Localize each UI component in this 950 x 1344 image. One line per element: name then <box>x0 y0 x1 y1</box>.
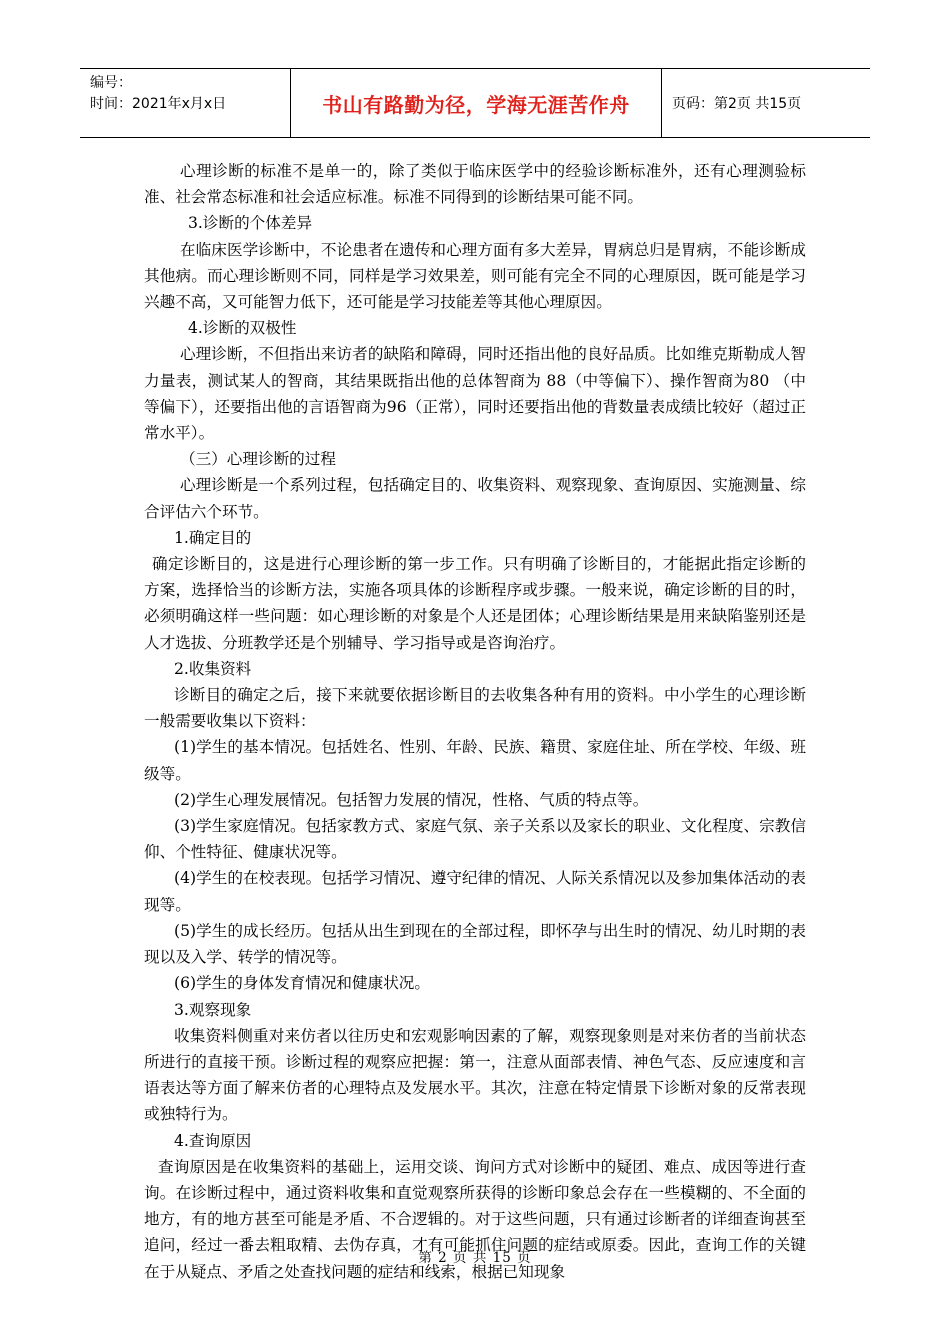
section-heading: 2.收集资料 <box>174 659 252 678</box>
list-item: (4)学生的在校表现。包括学习情况、遵守纪律的情况、人际关系情况以及参加集体活动的表现等。 <box>144 869 806 914</box>
paragraph: 心理诊断是一个系列过程，包括确定目的、收集资料、观察现象、查询原因、实施测量、综合评估六个环节。 <box>144 476 806 521</box>
section-heading: 1.确定目的 <box>174 528 252 547</box>
paragraph: 心理诊断，不但指出来访者的缺陷和障碍，同时还指出他的良好品质。比如维克斯勒成人智力量表，测试某人的智商，其结果既指出他的总体智商为 88（中等偏下）、操作智商为80 （中等偏下），还要指出他的言语智商为96（正常），同时还要指出他的背数量表成绩比较好（超过正常水平）。 <box>144 345 806 443</box>
list-item: (1)学生的基本情况。包括姓名、性别、年龄、民族、籍贯、家庭住址、所在学校、年级、班级等。 <box>144 738 806 783</box>
paragraph: 确定诊断目的，这是进行心理诊断的第一步工作。只有明确了诊断目的，才能据此指定诊断的方案，选择恰当的诊断方法，实施各项具体的诊断程序或步骤。一般来说，确定诊断的目的时，必须明确这样一些问题：如心理诊断的对象是个人还是团体；心理诊断结果是用来缺陷鉴别还是人才选拔、分班教学还是个别辅导、学习指导或是咨询治疗。 <box>144 555 806 652</box>
document-date-label: 时间：2021年x月x日 <box>90 96 227 112</box>
header-page-number: 页码：第2页 共15页 <box>672 96 802 112</box>
paragraph: 心理诊断的标准不是单一的，除了类似于临床医学中的经验诊断标准外，还有心理测验标准、社会常态标准和社会适应标准。标准不同得到的诊断结果可能不同。 <box>144 162 806 207</box>
document-body <box>144 158 806 1285</box>
page-header <box>80 68 870 138</box>
section-heading: 4.诊断的双极性 <box>188 319 297 338</box>
page-footer: 第 2 页 共 15 页 <box>418 1250 532 1266</box>
section-heading: 3.诊断的个体差异 <box>188 214 313 233</box>
list-item: (3)学生家庭情况。包括家教方式、家庭气氛、亲子关系以及家长的职业、文化程度、宗教信仰、个性特征、健康状况等。 <box>144 817 806 862</box>
header-info <box>80 69 290 137</box>
section-heading: 4.查询原因 <box>174 1131 252 1150</box>
document-number-label: 编号： <box>90 75 132 91</box>
paragraph: 诊断目的确定之后，接下来就要依据诊断目的去收集各种有用的资料。中小学生的心理诊断一般需要收集以下资料： <box>144 686 806 731</box>
list-item: (6)学生的身体发育情况和健康状况。 <box>174 974 430 993</box>
section-heading: 3.观察现象 <box>174 1000 252 1019</box>
section-heading: （三）心理诊断的过程 <box>180 450 336 469</box>
paragraph: 收集资料侧重对来仿者以往历史和宏观影响因素的了解，观察现象则是对来仿者的当前状态所进行的直接干预。诊断过程的观察应把握：第一，注意从面部表情、神色气态、反应速度和言语表达等方面了解来仿者的心理特点及发展水平。其次，注意在特定情景下诊断对象的反常表现或独特行为。 <box>144 1026 806 1124</box>
paragraph: 查询原因是在收集资料的基础上，运用交谈、询问方式对诊断中的疑团、难点、成因等进行查询。在诊断过程中，通过资料收集和直觉观察所获得的诊断印象总会存在一些模糊的、不全面的地方，有的地方甚至可能是矛盾、不合逻辑的。对于这些问题，只有通过诊断者的详细查询甚至追问，经过一番去粗取精、去伪存真，才有可能抓住问题的症结或原委。因此，查询工作的关键在于从疑点、矛盾之处查找问题的症结和线索，根据已知现象 <box>144 1157 806 1281</box>
list-item: (5)学生的成长经历。包括从出生到现在的全部过程，即怀孕与出生时的情况、幼儿时期的表现以及入学、转学的情况等。 <box>144 921 806 967</box>
header-motto: 书山有路勤为径，学海无涯苦作舟 <box>290 69 662 137</box>
list-item: (2)学生心理发展情况。包括智力发展的情况，性格、气质的特点等。 <box>174 790 649 809</box>
paragraph: 在临床医学诊断中，不论患者在遗传和心理方面有多大差异，胃病总归是胃病，不能诊断成其他病。而心理诊断则不同，同样是学习效果差，则可能有完全不同的心理原因，既可能是学习兴趣不高，又可能智力低下，还可能是学习技能差等其他心理原因。 <box>144 240 806 312</box>
